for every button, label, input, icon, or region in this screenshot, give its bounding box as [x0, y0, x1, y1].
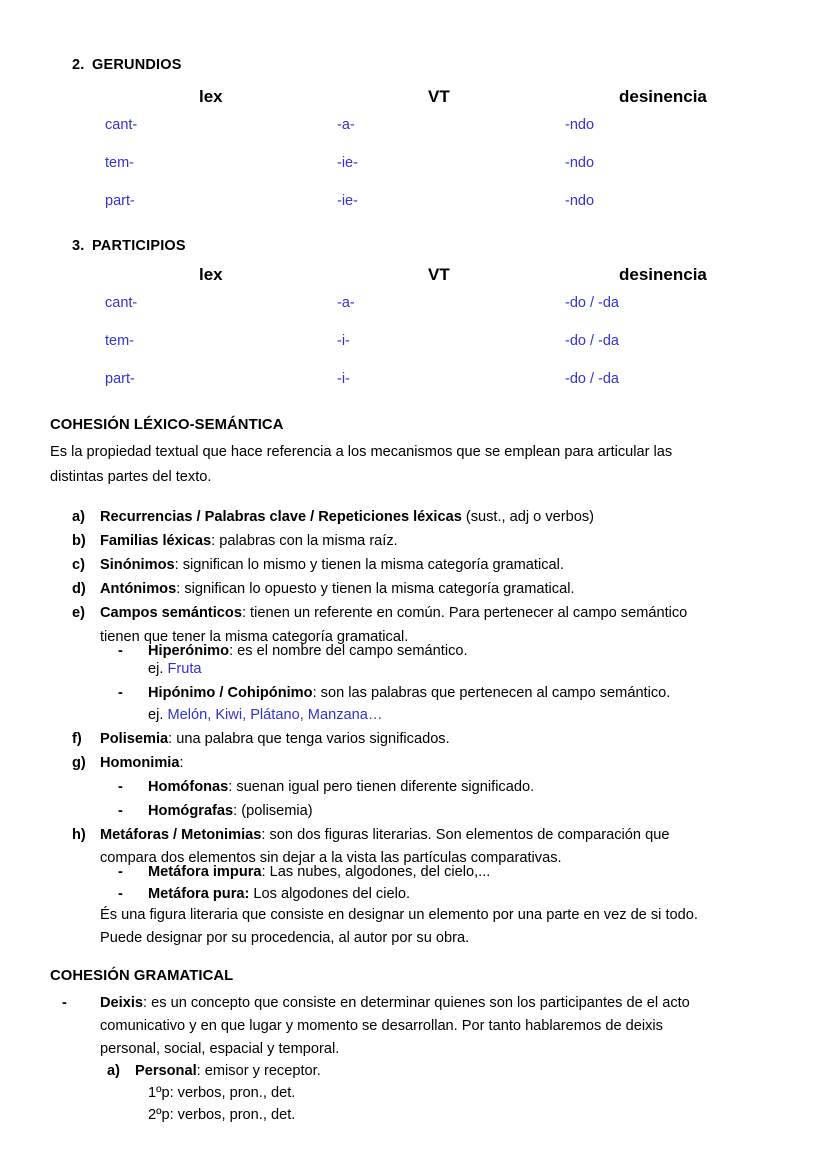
list-item-metafora-pura-marker: -: [118, 886, 123, 902]
participios-row0-desinencia: -do / -da: [565, 295, 619, 311]
list-item-homografas: [118, 799, 313, 824]
gerundios-table: [0, 88, 828, 232]
list-item-homofonas-marker: -: [118, 779, 123, 795]
list-item-homografas-term: Homógrafas: [148, 803, 234, 819]
list-item-hiponimo-term: Hipónimo / Cohipónimo: [148, 685, 313, 701]
gerundios-row2-vt: -ie-: [337, 193, 358, 209]
gerundios-row2-lex: part-: [105, 193, 135, 209]
cohesion-lexico-intro-line2: distintas partes del texto.: [50, 469, 212, 485]
list-item-h-term: Metáforas / Metonimias: [100, 827, 262, 843]
list-item-homofonas: [118, 775, 534, 800]
gerundios-header-desinencia: desinencia: [619, 87, 707, 106]
list-item-deixis-body: [100, 991, 792, 1016]
heading-participios-number: 3.: [72, 238, 85, 254]
participios-row2-vt: -i-: [337, 371, 350, 387]
list-item-metafora-impura-rest: : Las nubes, algodones, del cielo,...: [261, 864, 491, 880]
participios-row0-vt: -a-: [337, 295, 355, 311]
list-item-b-rest: : palabras con la misma raíz.: [211, 533, 398, 549]
participios-header-desinencia: desinencia: [619, 265, 707, 284]
gerundios-header-row: [0, 88, 828, 118]
participios-row0-lex: cant-: [105, 295, 138, 311]
list-item-b-marker: b): [72, 533, 86, 549]
list-item-f-term: Polisemia: [100, 731, 169, 747]
hiperonimo-example: [148, 657, 202, 682]
gerundios-row2-desinencia: -ndo: [565, 193, 595, 209]
list-item-e-rest: : tienen un referente en común. Para pertenecer al campo semántico: [241, 605, 688, 621]
list-item-e: [72, 601, 792, 626]
participios-row1-vt: -i-: [337, 333, 350, 349]
participios-header-vt: VT: [428, 265, 450, 284]
list-item-homografas-rest: : (polisemia): [233, 803, 313, 819]
list-item-homofonas-rest: : suenan igual pero tienen diferente significado.: [228, 779, 535, 795]
list-item-e-line2: tienen que tener la misma categoría gramatical.: [100, 629, 409, 645]
list-item-f-marker: f): [72, 731, 82, 747]
list-item-b-body: [100, 529, 398, 554]
list-item-a-marker: a): [72, 509, 85, 525]
heading-gerundios-title: GERUNDIOS: [92, 57, 182, 73]
list-item-deixis-line3: personal, social, espacial y temporal.: [100, 1041, 340, 1057]
list-item-c-rest: : significan lo mismo y tienen la misma categoría gramatical.: [174, 557, 564, 573]
table-row: [0, 194, 828, 232]
list-item-deixis-marker: -: [62, 995, 67, 1011]
list-item-deixis-rest: : es un concepto que consiste en determinar quienes son los participantes de el acto: [143, 995, 690, 1011]
list-item-f-rest: : una palabra que tenga varios significados.: [168, 731, 450, 747]
heading-gerundios-number: 2.: [72, 57, 85, 73]
gerundios-row1-lex: tem-: [105, 155, 134, 171]
table-row: [0, 334, 828, 372]
deixis-persona-2: 2ºp: verbos, pron., det.: [148, 1107, 296, 1123]
list-item-personal-marker: a): [107, 1063, 120, 1079]
list-item-a-rest: (sust., adj o verbos): [461, 509, 595, 525]
list-item-h-rest: : son dos figuras literarias. Son elementos de comparación que: [261, 827, 670, 843]
list-item-h-body: [100, 823, 792, 848]
list-item-c: [72, 553, 564, 578]
participios-row2-desinencia: -do / -da: [565, 371, 619, 387]
list-item-e-marker: e): [72, 605, 85, 621]
list-item-deixis-term: Deixis: [100, 995, 143, 1011]
list-item-a-body: [100, 505, 594, 530]
gerundios-row0-lex: cant-: [105, 117, 138, 133]
list-item-metafora-pura-term: Metáfora pura:: [148, 886, 250, 902]
hiperonimo-example-prefix: ej.: [148, 661, 168, 677]
list-item-hiperonimo-rest: : es el nombre del campo semántico.: [229, 643, 468, 659]
metonimia-tail-line2: Puede designar por su procedencia, al autor por su obra.: [100, 930, 470, 946]
hiperonimo-example-value: Fruta: [167, 661, 202, 677]
list-item-d-term: Antónimos: [100, 581, 177, 597]
list-item-a: [72, 505, 594, 530]
gerundios-row0-desinencia: -ndo: [565, 117, 595, 133]
list-item-g-marker: g): [72, 755, 86, 771]
section-title-cohesion-gramatical: COHESIÓN GRAMATICAL: [50, 968, 234, 984]
list-item-hiperonimo-term: Hiperónimo: [148, 643, 230, 659]
table-row: [0, 372, 828, 410]
list-item-g: [72, 751, 184, 776]
list-item-c-body: [100, 553, 564, 578]
list-item-homofonas-body: [148, 775, 534, 800]
list-item-metafora-impura-term: Metáfora impura: [148, 864, 262, 880]
list-item-metafora-pura-rest: Los algodones del cielo.: [249, 886, 411, 902]
list-item-f-body: [100, 727, 450, 752]
cohesion-lexico-intro: [50, 440, 790, 490]
list-item-e-term: Campos semánticos: [100, 605, 242, 621]
list-item-metafora-impura-marker: -: [118, 864, 123, 880]
list-item-b-term: Familias léxicas: [100, 533, 212, 549]
cohesion-lexico-intro-line1: Es la propiedad textual que hace referencia a los mecanismos que se emplean para articular las: [50, 444, 673, 460]
gerundios-header-lex: lex: [199, 87, 223, 106]
participios-row1-desinencia: -do / -da: [565, 333, 619, 349]
hiponimo-example: [148, 703, 382, 728]
metonimia-tail-line1: És una figura literaria que consiste en designar un elemento por una parte en vez de si todo.: [100, 907, 698, 923]
list-item-deixis: [62, 991, 792, 1016]
list-item-h: [72, 823, 792, 848]
list-item-d-rest: : significan lo opuesto y tienen la misma categoría gramatical.: [176, 581, 575, 597]
list-item-f: [72, 727, 450, 752]
list-item-c-marker: c): [72, 557, 85, 573]
list-item-personal-term: Personal: [135, 1063, 197, 1079]
list-item-e-body: [100, 601, 792, 626]
gerundios-row1-vt: -ie-: [337, 155, 358, 171]
list-item-a-term: Recurrencias / Palabras clave / Repeticiones léxicas: [100, 509, 462, 525]
heading-gerundios: [72, 58, 182, 73]
list-item-g-rest: :: [179, 755, 184, 771]
deixis-persona-1: 1ºp: verbos, pron., det.: [148, 1085, 296, 1101]
section-title-cohesion-lexico: COHESIÓN LÉXICO-SEMÁNTICA: [50, 417, 284, 433]
list-item-g-body: [100, 751, 184, 776]
list-item-d-body: [100, 577, 575, 602]
list-item-homofonas-term: Homófonas: [148, 779, 229, 795]
gerundios-header-vt: VT: [428, 87, 450, 106]
list-item-hiponimo-marker: -: [118, 685, 123, 701]
list-item-c-term: Sinónimos: [100, 557, 175, 573]
participios-table: [0, 266, 828, 410]
list-item-homografas-marker: -: [118, 803, 123, 819]
list-item-b: [72, 529, 398, 554]
participios-row2-lex: part-: [105, 371, 135, 387]
heading-participios: [72, 239, 186, 254]
list-item-d-marker: d): [72, 581, 86, 597]
hiponimo-example-prefix: ej.: [148, 707, 168, 723]
list-item-personal-rest: : emisor y receptor.: [196, 1063, 321, 1079]
list-item-g-term: Homonimia: [100, 755, 180, 771]
list-item-hiponimo-rest: : son las palabras que pertenecen al campo semántico.: [312, 685, 671, 701]
participios-header-row: [0, 266, 828, 296]
hiponimo-example-value: Melón, Kiwi, Plátano, Manzana…: [167, 707, 383, 723]
participios-header-lex: lex: [199, 265, 223, 284]
gerundios-row1-desinencia: -ndo: [565, 155, 595, 171]
list-item-d: [72, 577, 575, 602]
table-row: [0, 156, 828, 194]
gerundios-row0-vt: -a-: [337, 117, 355, 133]
participios-row1-lex: tem-: [105, 333, 134, 349]
table-row: [0, 296, 828, 334]
table-row: [0, 118, 828, 156]
heading-participios-title: PARTICIPIOS: [92, 238, 186, 254]
list-item-deixis-line2: comunicativo y en que lugar y momento se desarrollan. Por tanto hablaremos de deixis: [100, 1018, 663, 1034]
list-item-hiperonimo-marker: -: [118, 643, 123, 659]
list-item-h-marker: h): [72, 827, 86, 843]
list-item-h-line2: compara dos elementos sin dejar a la vista las partículas comparativas.: [100, 850, 562, 866]
list-item-homografas-body: [148, 799, 313, 824]
